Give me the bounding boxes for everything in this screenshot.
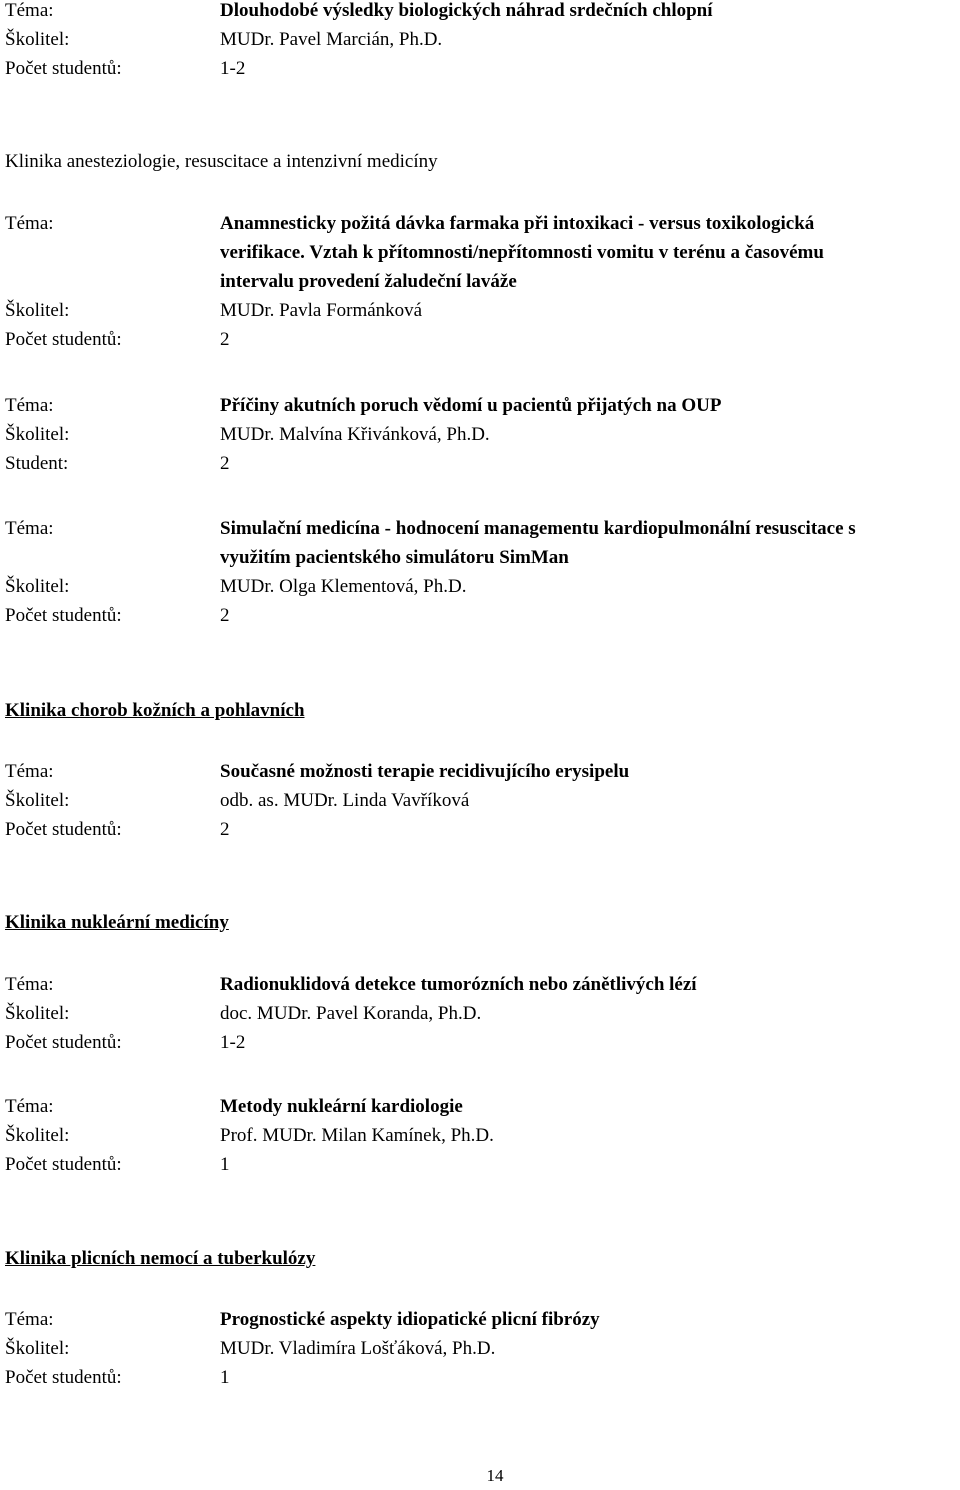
supervisor-row (5, 296, 960, 325)
supervisor-label: Školitel: (5, 1125, 70, 1146)
students-count: 2 (220, 453, 230, 474)
students-label: Počet studentů: (5, 1154, 122, 1175)
topic-title-line: Metody nukleární kardiologie (220, 1096, 463, 1117)
topic-title-line: verifikace. Vztah k přítomnosti/nepřítomnosti vomitu v terénu a časovému (220, 242, 824, 263)
section-heading: Klinika chorob kožních a pohlavních (5, 700, 305, 721)
students-label: Počet studentů: (5, 1032, 122, 1053)
topic-label: Téma: (5, 974, 54, 995)
supervisor-name: odb. as. MUDr. Linda Vavříková (220, 790, 470, 811)
student-row (5, 449, 960, 478)
supervisor-name: MUDr. Vladimíra Lošťáková, Ph.D. (220, 1338, 496, 1359)
topic-title-line: Současné možnosti terapie recidivujícího erysipelu (220, 761, 630, 782)
topic-entry (5, 391, 960, 478)
topic-continuation-row (5, 543, 960, 572)
topic-title-line: Prognostické aspekty idiopatické plicní fibrózy (220, 1309, 600, 1330)
topic-title: Dlouhodobé výsledky biologických náhrad srdečních chlopní (220, 0, 713, 21)
supervisor-name: MUDr. Pavel Marcián, Ph.D. (220, 29, 443, 50)
topic-row (5, 757, 960, 786)
students-label: Počet studentů: (5, 329, 122, 350)
topic-title-line: Anamnesticky požitá dávka farmaka při intoxikaci - versus toxikologická (220, 213, 815, 234)
topic-row (5, 209, 960, 238)
students-row (5, 1150, 960, 1179)
section-heading: Klinika plicních nemocí a tuberkulózy (5, 1248, 316, 1269)
supervisor-row (5, 1121, 960, 1150)
students-count: 1 (220, 1154, 230, 1175)
topic-entry (5, 1305, 960, 1392)
supervisor-label: Školitel: (5, 29, 70, 50)
topic-label: Téma: (5, 518, 54, 539)
supervisor-name: MUDr. Malvína Křivánková, Ph.D. (220, 424, 490, 445)
topic-title-line: využitím pacientského simulátoru SimMan (220, 547, 569, 568)
supervisor-row (5, 25, 960, 54)
topic-label: Téma: (5, 395, 54, 416)
students-count: 2 (220, 819, 230, 840)
topic-title-line: Radionuklidová detekce tumorózních nebo zánětlivých lézí (220, 974, 697, 995)
supervisor-label: Školitel: (5, 1338, 70, 1359)
students-label: Počet studentů: (5, 819, 122, 840)
students-count: 2 (220, 329, 230, 350)
topic-label: Téma: (5, 761, 54, 782)
topic-row (5, 970, 960, 999)
supervisor-row (5, 1334, 960, 1363)
supervisor-label: Školitel: (5, 300, 70, 321)
students-row (5, 325, 960, 354)
supervisor-name: MUDr. Pavla Formánková (220, 300, 423, 321)
topic-row (5, 1092, 960, 1121)
students-row (5, 815, 960, 844)
supervisor-name: MUDr. Olga Klementová, Ph.D. (220, 576, 467, 597)
topic-row (5, 0, 960, 25)
section-heading: Klinika anesteziologie, resuscitace a intenzivní medicíny (5, 151, 438, 172)
students-count: 1-2 (220, 1032, 246, 1053)
students-row (5, 1363, 960, 1392)
topic-title-line: Příčiny akutních poruch vědomí u pacientů přijatých na OUP (220, 395, 722, 416)
topic-label: Téma: (5, 1309, 54, 1330)
topic-continuation-row (5, 267, 960, 296)
topic-title-line: intervalu provedení žaludeční laváže (220, 271, 517, 292)
topic-label: Téma: (5, 0, 54, 21)
supervisor-row (5, 786, 960, 815)
supervisor-row (5, 999, 960, 1028)
supervisor-row (5, 420, 960, 449)
supervisor-label: Školitel: (5, 424, 70, 445)
students-label: Počet studentů: (5, 605, 122, 626)
section-heading: Klinika nukleární medicíny (5, 912, 229, 933)
students-row (5, 601, 960, 630)
students-label: Počet studentů: (5, 1367, 122, 1388)
page-number: 14 (486, 1466, 504, 1485)
students-row (5, 54, 960, 83)
topic-label: Téma: (5, 1096, 54, 1117)
topic-entry (5, 0, 960, 83)
topic-entry (5, 757, 960, 844)
student-label: Student: (5, 453, 69, 474)
topic-row (5, 391, 960, 420)
topic-entry (5, 970, 960, 1057)
students-count: 2 (220, 605, 230, 626)
supervisor-label: Školitel: (5, 790, 70, 811)
topic-continuation-row (5, 238, 960, 267)
topic-entry (5, 514, 960, 630)
students-count: 1 (220, 1367, 230, 1388)
supervisor-name: Prof. MUDr. Milan Kamínek, Ph.D. (220, 1125, 494, 1146)
topic-row (5, 514, 960, 543)
topic-row (5, 1305, 960, 1334)
students-count: 1-2 (220, 58, 246, 79)
supervisor-name: doc. MUDr. Pavel Koranda, Ph.D. (220, 1003, 482, 1024)
students-label: Počet studentů: (5, 58, 122, 79)
topic-entry (5, 209, 960, 354)
supervisor-row (5, 572, 960, 601)
topic-title-line: Simulační medicína - hodnocení managementu kardiopulmonální resuscitace s (220, 518, 856, 539)
supervisor-label: Školitel: (5, 576, 70, 597)
topic-entry (5, 1092, 960, 1179)
students-row (5, 1028, 960, 1057)
topic-label: Téma: (5, 213, 54, 234)
supervisor-label: Školitel: (5, 1003, 70, 1024)
